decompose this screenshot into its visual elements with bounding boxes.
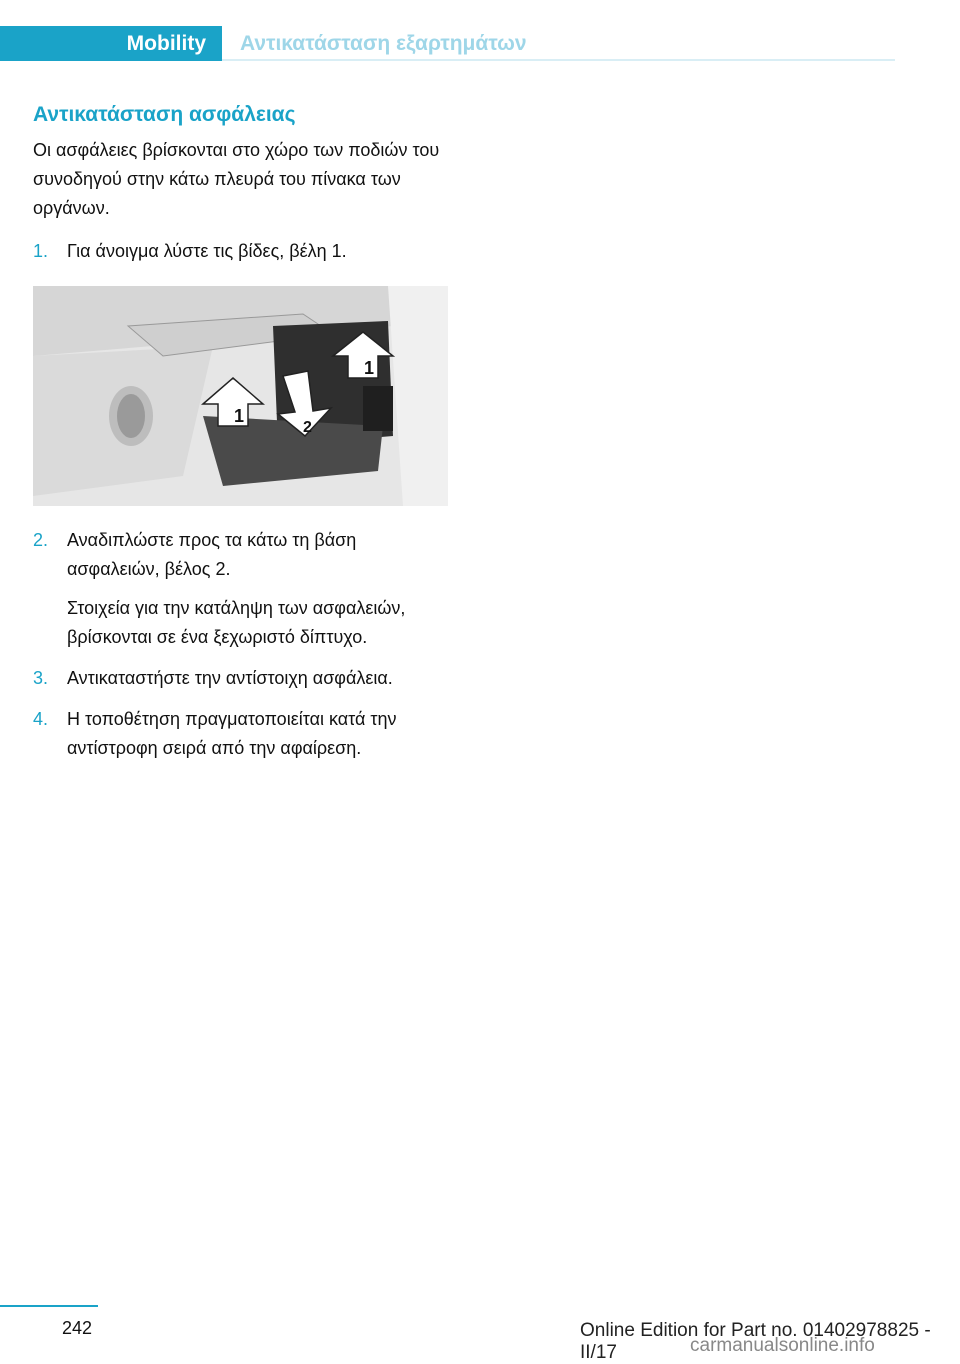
page-number-rule bbox=[0, 1305, 98, 1307]
step-1 bbox=[33, 237, 453, 266]
step-text: Αντικαταστήστε την αντίστοιχη ασφάλεια. bbox=[67, 668, 393, 688]
step-text: Η τοποθέτηση πραγματοποιείται κατά την αντίστροφη σειρά από την αφαίρεση. bbox=[67, 709, 397, 758]
step-text: Αναδιπλώστε προς τα κάτω τη βάση ασφαλειών, βέλος 2. bbox=[67, 530, 357, 579]
step-3 bbox=[33, 664, 453, 693]
step-text: Για άνοιγμα λύστε τις βίδες, βέλη 1. bbox=[67, 241, 347, 261]
step-number: 3. bbox=[33, 668, 49, 688]
edition-note: Online Edition for Part no. 01402978825 - II/17 bbox=[580, 1320, 931, 1363]
step-note: Στοιχεία για την κατάληψη των ασφαλειών, βρίσκονται σε ένα ξεχωριστό δίπτυχο. bbox=[67, 598, 406, 647]
callout-1a: 1 bbox=[234, 406, 245, 426]
step-4 bbox=[33, 705, 453, 763]
subsection-title: Αντικατάσταση εξαρτημάτων bbox=[240, 31, 527, 55]
page-header bbox=[0, 26, 895, 61]
header-rule bbox=[222, 59, 895, 61]
step-number: 4. bbox=[33, 709, 49, 729]
fuse-box-illustration bbox=[33, 286, 448, 506]
step-number: 2. bbox=[33, 530, 49, 550]
watermark: carmanualsonline.info bbox=[690, 1335, 875, 1356]
step-2 bbox=[33, 526, 453, 652]
callout-2: 2 bbox=[303, 419, 312, 436]
page-number: 242 bbox=[62, 1318, 93, 1338]
page-title: Αντικατάσταση ασφάλειας bbox=[33, 103, 296, 126]
section-tab: Mobility bbox=[0, 26, 222, 61]
main-content bbox=[33, 100, 453, 775]
callout-1b: 1 bbox=[364, 358, 375, 378]
fuse-box-drawing bbox=[33, 286, 448, 506]
step-number: 1. bbox=[33, 241, 49, 261]
intro-paragraph: Οι ασφάλειες βρίσκονται στο χώρο των ποδιών του συνοδηγού στην κάτω πλευρά του πίνακα των οργάνων. bbox=[33, 140, 440, 218]
